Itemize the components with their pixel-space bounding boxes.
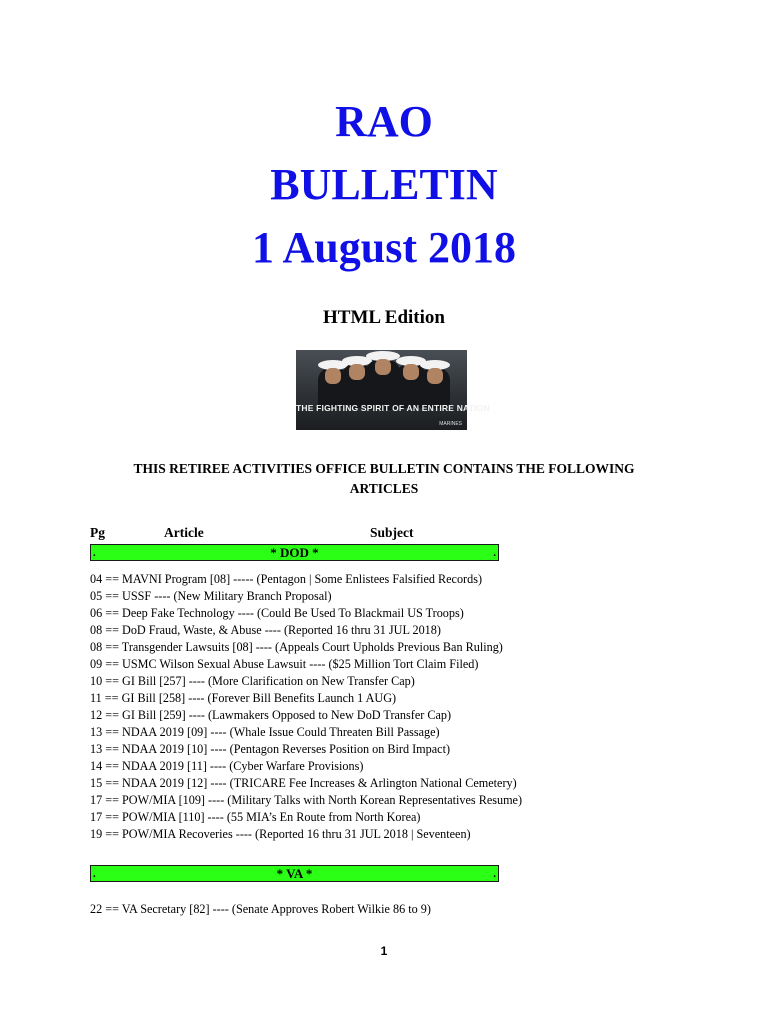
bulletin-title-bulletin: BULLETIN: [270, 160, 498, 209]
list-item: 08 == Transgender Lawsuits [08] ---- (Appeals Court Upholds Previous Ban Ruling): [90, 640, 503, 654]
list-item: 08 == DoD Fraud, Waste, & Abuse ---- (Reported 16 thru 31 JUL 2018): [90, 623, 441, 637]
article-list-va: [90, 901, 431, 918]
column-header-article: Article: [164, 525, 204, 540]
marines-banner-image: [296, 350, 490, 430]
column-header-pg: Pg: [90, 525, 105, 540]
section-bar-dod: [90, 544, 499, 561]
list-item: 17 == POW/MIA [109] ---- (Military Talks with North Korean Representatives Resume): [90, 793, 523, 807]
list-item: 06 == Deep Fake Technology ---- (Could Be Used To Blackmail US Troops): [90, 606, 464, 620]
bulletin-title-rao: RAO: [335, 97, 433, 146]
page-number: 1: [380, 944, 388, 958]
section-marker-left: .: [93, 547, 96, 559]
section-label-dod: * DOD *: [270, 545, 319, 560]
articles-heading: [0, 459, 768, 499]
list-item: 14 == NDAA 2019 [11] ---- (Cyber Warfare Provisions): [90, 759, 364, 773]
list-item: 05 == USSF ---- (New Military Branch Proposal): [90, 589, 332, 603]
list-item: 19 == POW/MIA Recoveries ---- (Reported 16 thru 31 JUL 2018 | Seventeen): [90, 827, 471, 841]
list-item: 13 == NDAA 2019 [10] ---- (Pentagon Reverses Position on Bird Impact): [90, 742, 451, 756]
column-header-subject: Subject: [370, 525, 414, 540]
bulletin-title-date: 1 August 2018: [251, 223, 517, 272]
list-item: 04 == MAVNI Program [08] ----- (Pentagon | Some Enlistees Falsified Records): [90, 572, 483, 586]
marine-face: [325, 368, 341, 384]
section-marker-left: .: [93, 868, 96, 880]
marine-face: [403, 364, 419, 380]
section-marker-right: .: [493, 868, 496, 880]
articles-heading-line-1: THIS RETIREE ACTIVITIES OFFICE BULLETIN CONTAINS THE FOLLOWING: [133, 461, 635, 476]
marine-face: [349, 364, 365, 380]
list-item: 15 == NDAA 2019 [12] ---- (TRICARE Fee Increases & Arlington National Cemetery): [90, 776, 517, 790]
marine-face: [427, 368, 443, 384]
marine-face: [375, 359, 391, 375]
article-list-dod: [90, 571, 522, 843]
list-item: 10 == GI Bill [257] ---- (More Clarification on New Transfer Cap): [90, 674, 415, 688]
list-item: 22 == VA Secretary [82] ---- (Senate Approves Robert Wilkie 86 to 9): [90, 902, 431, 916]
section-marker-right: .: [493, 547, 496, 559]
articles-heading-line-2: ARTICLES: [349, 481, 419, 496]
list-item: 13 == NDAA 2019 [09] ---- (Whale Issue Could Threaten Bill Passage): [90, 725, 440, 739]
list-item: 12 == GI Bill [259] ---- (Lawmakers Opposed to New DoD Transfer Cap): [90, 708, 452, 722]
list-item: 11 == GI Bill [258] ---- (Forever Bill Benefits Launch 1 AUG): [90, 691, 397, 705]
marines-logo: MARINES: [439, 421, 462, 427]
list-item: 09 == USMC Wilson Sexual Abuse Lawsuit ---- ($25 Million Tort Claim Filed): [90, 657, 479, 671]
section-label-va: * VA *: [276, 866, 313, 881]
section-bar-va: [90, 865, 499, 882]
banner-caption: THE FIGHTING SPIRIT OF AN ENTIRE NATION: [296, 403, 490, 413]
list-item: 17 == POW/MIA [110] ---- (55 MIA’s En Route from North Korea): [90, 810, 421, 824]
edition-label: HTML Edition: [323, 307, 445, 328]
